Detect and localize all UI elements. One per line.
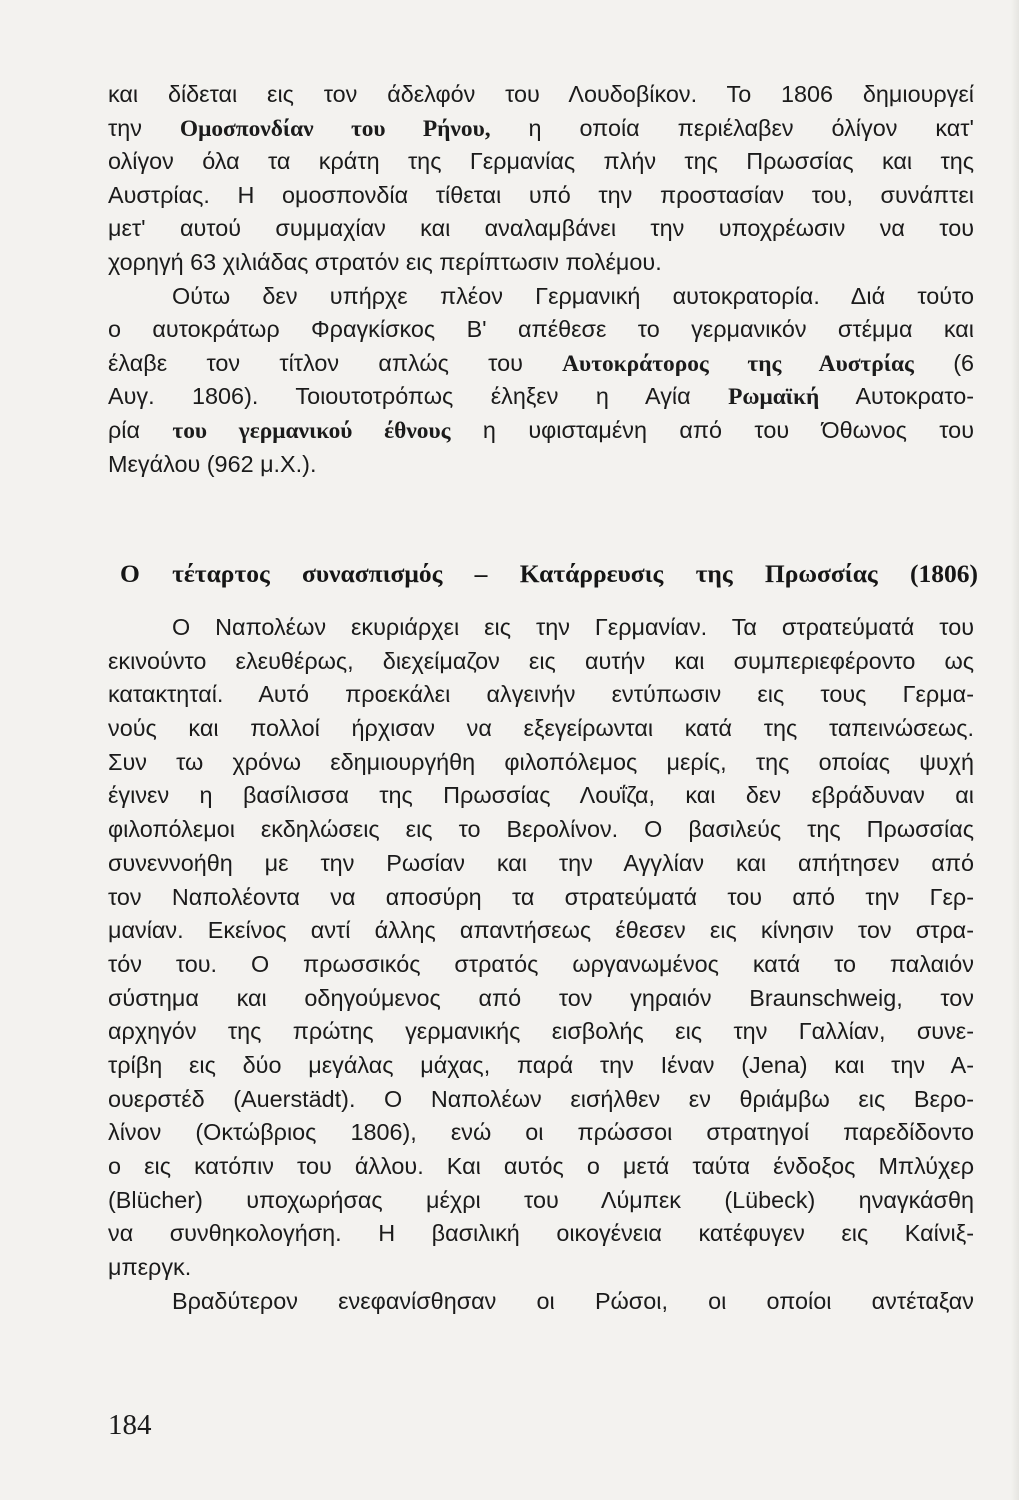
p2-line-3-bold: Αυτοκράτορος της Αυστρίας	[562, 350, 914, 377]
p1-line-4	[108, 179, 974, 213]
p2-line-3-text-a: έλαβε τον τίτλον απλώς του	[108, 349, 563, 376]
paragraph-4	[108, 1285, 974, 1319]
p1-line-2-text-a: την	[108, 114, 180, 141]
p2-line-2	[108, 313, 974, 347]
page-number: 184	[108, 1409, 152, 1441]
paragraph-1	[108, 78, 974, 280]
p1-line-3	[108, 145, 974, 179]
p1-line-5-text: μετ' αυτού συμμαχίαν και αναλαμβάνει την υποχρέωσιν να του	[108, 215, 974, 242]
p3-line: τόν του. Ο πρωσσικός στρατός ωργανωμένος κατά το παλαιόν	[108, 950, 974, 977]
p2-line-3	[108, 347, 974, 381]
p1-line-2	[108, 112, 974, 146]
p1-line-4-text: Αυστρίας. Η ομοσπονδία τίθεται υπό την προστασίαν του, συνάπτει	[108, 181, 974, 208]
p2-line-5-text-b: η υφισταμένη από του Όθωνος του	[450, 416, 974, 443]
text-block-bottom	[108, 611, 974, 1318]
p1-line-6-text: χορηγή 63 χιλιάδας στρατόν εις περίπτωσιν πολέμου.	[108, 248, 662, 275]
p2-line-3-text-b: (6	[913, 349, 974, 376]
p2-line-6-text: Μεγάλου (962 μ.Χ.).	[108, 450, 317, 477]
p1-line-3-text: ολίγον όλα τα κράτη της Γερμανίας πλήν της Πρωσσίας και της	[108, 148, 974, 175]
p2-line-5-text-a: ρία	[108, 416, 173, 443]
p3-line: να συνθηκολογήση. Η βασιλική οικογένεια κατέφυγεν εις Καίνιξ-	[108, 1220, 974, 1247]
p1-line-1-text: και δίδεται εις τον άδελφόν του Λουδοβίκον. Το 1806 δημιουργεί	[108, 81, 974, 107]
p3-line: φιλοπόλεμοι εκδηλώσεις εις το Βερολίνον. Ο βασιλεύς της Πρωσσίας	[108, 816, 974, 843]
p1-line-2-text-b: η οποία περιέλαβεν όλίγον κατ'	[490, 114, 974, 141]
p3-line: αρχηγόν της πρώτης γερμανικής εισβολής εις την Γαλλίαν, συνε-	[108, 1018, 974, 1045]
paragraph-2	[108, 280, 974, 482]
p3-line: Ο Ναπολέων εκυριάρχει εις την Γερμανίαν. Τα στρατεύματά του	[172, 614, 974, 640]
p3-line: τρίβη εις δύο μεγάλας μάχας, παρά την Ιέναν (Jena) και την Α-	[108, 1051, 974, 1078]
p3-line: μπεργκ.	[108, 1254, 192, 1281]
p3-line: νούς και πολλοί ήρχισαν να εξεγείρωνται κατά της ταπεινώσεως.	[108, 715, 974, 742]
p3-line: Συν τω χρόνω εδημιουργήθη φιλοπόλεμος μερίς, της οποίας ψυχή	[108, 748, 974, 775]
p1-line-1	[108, 78, 974, 112]
text-block-top	[108, 78, 974, 481]
p2-line-2-text: ο αυτοκράτωρ Φραγκίσκος Β' απέθεσε το γερμανικόν στέμμα και	[108, 316, 974, 343]
paragraph-3	[108, 611, 974, 1285]
p2-line-5	[108, 414, 974, 448]
p3-line: ο εις κατόπιν του άλλου. Και αυτός ο μετά ταύτα ένδοξος Μπλύχερ	[108, 1153, 974, 1179]
p2-line-1	[108, 280, 974, 314]
section-heading: Ο τέταρτος συνασπισμός – Κατάρρευσις της Πρωσσίας (1806)	[120, 559, 978, 588]
p3-line: (Blücher) υποχωρήσας μέχρι του Λύμπεκ (Lübeck) ηναγκάσθη	[108, 1186, 974, 1213]
p3-line: τον Ναπολέοντα να αποσύρη τα στρατεύματά του από την Γερ-	[108, 883, 974, 910]
p2-line-4-text-b: Αυτοκρατο-	[819, 383, 974, 410]
p2-line-1-text: Ούτω δεν υπήρχε πλέον Γερμανική αυτοκρατορία. Διά τούτο	[172, 282, 974, 309]
p3-line: σύστημα και οδηγούμενος από τον γηραιόν Braunschweig, τον	[108, 984, 974, 1011]
p2-line-4-text-a: Αυγ. 1806). Τοιουτοτρόπως έληξεν η Αγία	[108, 383, 729, 410]
p3-line: λίνον (Οκτώβριος 1806), ενώ οι πρώσσοι στρατηγοί παρεδίδοντο	[108, 1119, 974, 1146]
p3-line: συνεννοήθη με την Ρωσίαν και την Αγγλίαν και απήτησεν από	[108, 849, 974, 876]
p3-line: εκινούντο ελευθέρως, διεχείμαζον εις αυτήν και συμπεριεφέροντο ως	[108, 647, 974, 674]
page-edge-shadow	[1011, 0, 1019, 1500]
p4-line: Βραδύτερον ενεφανίσθησαν οι Ρώσοι, οι οποίοι αντέταξαν	[172, 1287, 974, 1314]
p1-line-2-bold: Ομοσπονδίαν του Ρήνου,	[179, 115, 491, 142]
p2-line-4	[108, 380, 974, 414]
p3-line: κατακτηταί. Αυτό προεκάλει αλγεινήν εντύπωσιν εις τους Γερμα-	[108, 681, 974, 708]
p2-line-6	[108, 448, 974, 482]
p1-line-6	[108, 246, 974, 280]
p2-line-4-bold: Ρωμαϊκή	[728, 384, 820, 411]
p2-line-5-bold: του γερμανικού έθνους	[172, 417, 451, 444]
p3-line: ουερστέδ (Auerstädt). Ο Ναπολέων εισήλθεν εν θριάμβω εις Βερο-	[108, 1085, 974, 1112]
p3-line: έγινεν η βασίλισσα της Πρωσσίας Λουΐζα, και δεν εβράδυναν αι	[108, 782, 974, 809]
p3-line: μανίαν. Εκείνος αντί άλλης απαντήσεως έθεσεν εις κίνησιν τον στρα-	[108, 917, 974, 944]
p1-line-5	[108, 212, 974, 246]
